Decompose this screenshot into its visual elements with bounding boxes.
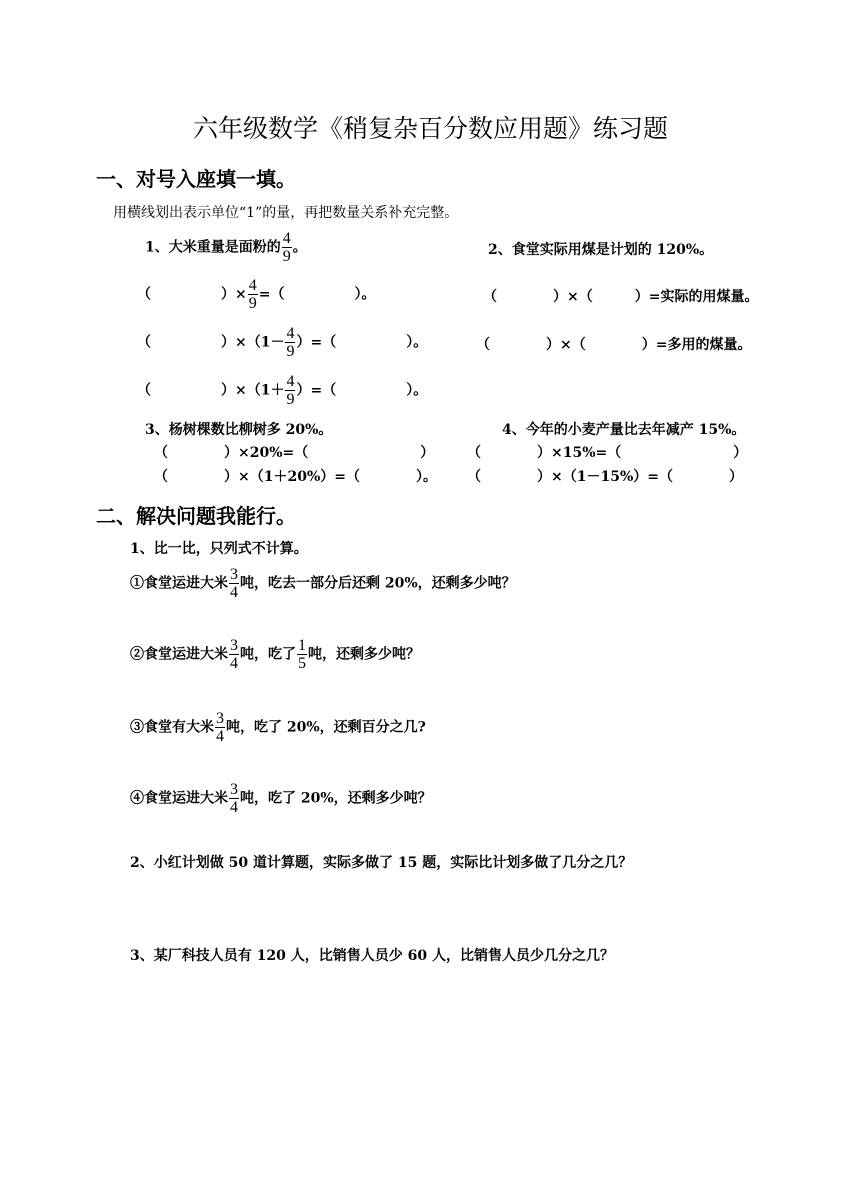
fraction [229,637,239,672]
fraction-denominator: 5 [298,655,306,672]
item-suffix: 吨，吃了 20%，还剩多少吨？ [240,790,432,807]
fraction-numerator: 3 [230,566,238,583]
relation-prefix: （ ）×（1＋ [137,382,285,399]
q1-label: 1、大米重量是面粉的 [145,239,281,256]
q3-relation-line-2: （ ）×（1＋20%）=（ ）。 [154,469,437,485]
q1-tail: 。 [292,239,307,256]
q2-label: 2、食堂实际用煤是计划的 120%。 [488,242,714,258]
q2-relation-line-2: （ ）×（ ）=多用的煤量。 [476,337,752,353]
fraction-denominator: 4 [230,584,238,601]
s2-q2: 2、小红计划做 50 道计算题，实际多做了 15 题，实际比计划多做了几分之几？ [130,855,633,871]
section1-heading: 一、对号入座填一填。 [96,167,296,191]
fraction [282,230,292,265]
item-prefix: ②食堂运进大米 [130,646,228,663]
q1-relation-line-2 [137,325,427,360]
q1-statement [145,230,307,265]
s2-q1-label: 1、比一比，只列式不计算。 [130,541,308,557]
fraction-denominator: 9 [286,343,295,360]
item-prefix: ③食堂有大米 [130,719,214,736]
q1-relation-line-1 [137,277,375,312]
relation-prefix: （ ）×（1－ [137,334,285,351]
item-prefix: ④食堂运进大米 [130,790,228,807]
fraction-numerator: 3 [216,710,224,727]
fraction-denominator: 4 [230,655,238,672]
item-middle: 吨，吃了 [240,646,296,663]
q4-relation-line-2: （ ）×（1－15%）=（ ） [467,469,743,485]
item-prefix: ①食堂运进大米 [130,575,228,592]
fraction-denominator: 9 [286,391,295,408]
q3-relation-line-1: （ ）×20%=（ ） [154,445,435,461]
relation-prefix: （ ）× [137,286,247,303]
fraction-denominator: 4 [230,799,238,816]
fraction [215,710,225,745]
relation-suffix: =（ ）。 [258,286,376,303]
fraction-denominator: 4 [216,728,224,745]
q1-relation-line-3 [137,373,427,408]
fraction [285,325,295,360]
fraction [297,637,307,672]
fraction-numerator: 4 [286,325,295,342]
page-title: 六年级数学《稍复杂百分数应用题》练习题 [192,114,668,143]
section1-instruction: 用横线划出表示单位“1”的量，再把数量关系补充完整。 [113,205,459,221]
relation-suffix: ）=（ ）。 [296,382,428,399]
item-suffix: 吨，吃去一部分后还剩 20%，还剩多少吨？ [240,575,516,592]
q4-label: 4、今年的小麦产量比去年减产 15%。 [502,422,746,438]
item-suffix: 吨，吃了 20%，还剩百分之几? [226,719,426,736]
fraction-denominator: 9 [282,248,291,265]
section2-heading: 二、解决问题我能行。 [96,504,296,528]
fraction [285,373,295,408]
fraction-numerator: 4 [282,230,291,247]
item-suffix: 吨，还剩多少吨？ [308,646,420,663]
fraction-numerator: 1 [298,637,306,654]
fraction-numerator: 4 [248,277,257,294]
s2-q1-item-2 [130,637,420,672]
fraction [229,781,239,816]
q4-relation-line-1: （ ）×15%=（ ） [467,445,748,461]
q3-label: 3、杨树棵数比柳树多 20%。 [145,422,333,438]
fraction-numerator: 3 [230,781,238,798]
fraction-numerator: 4 [286,373,295,390]
s2-q3: 3、某厂科技人员有 120 人，比销售人员少 60 人，比销售人员少几分之几？ [130,948,614,964]
fraction-numerator: 3 [230,637,238,654]
relation-suffix: ）=（ ）。 [296,334,428,351]
s2-q1-item-4 [130,781,432,816]
fraction-denominator: 9 [248,295,257,312]
s2-q1-item-1 [130,566,516,601]
fraction [248,277,258,312]
q2-relation-line-1: （ ）×（ ）=实际的用煤量。 [483,289,759,305]
fraction [229,566,239,601]
s2-q1-item-3 [130,710,426,745]
